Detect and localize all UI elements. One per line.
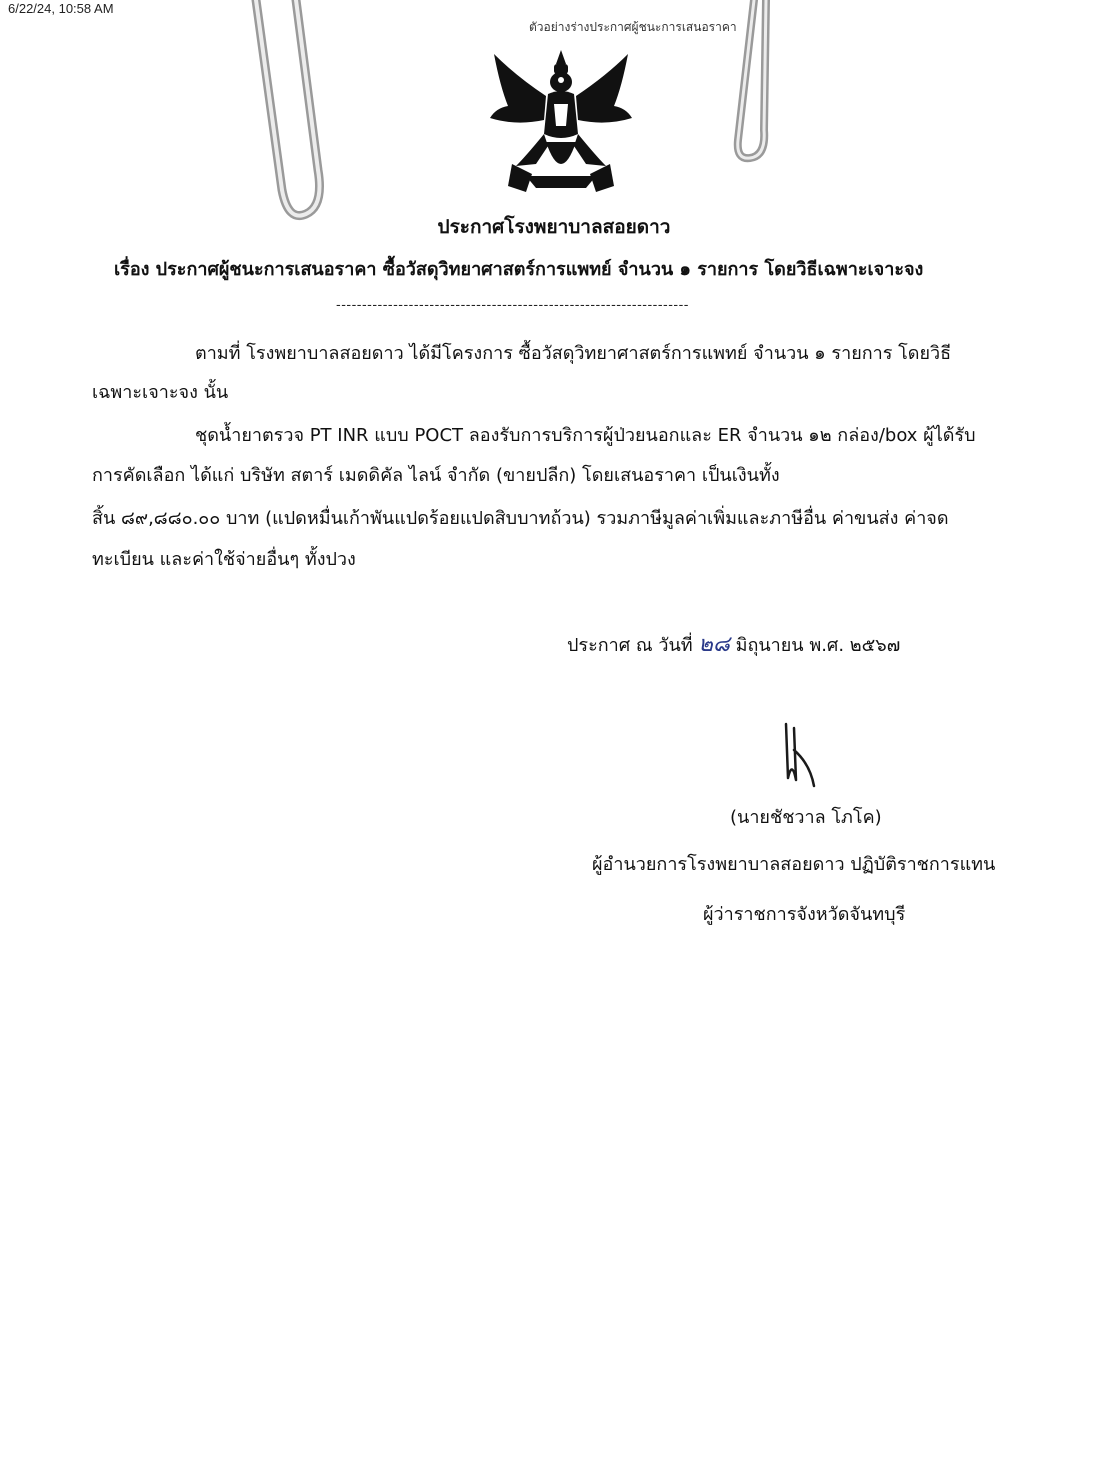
print-timestamp: 6/22/24, 10:58 AM	[8, 1, 114, 16]
header-note: ตัวอย่างร่างประกาศผู้ชนะการเสนอราคา	[529, 20, 737, 34]
paper-clip-right-icon	[722, 0, 782, 170]
body-paragraph-2-line-4: ทะเบียน และค่าใช้จ่ายอื่นๆ ทั้งปวง	[92, 549, 356, 570]
announce-suffix: มิถุนายน พ.ศ. ๒๕๖๗	[735, 635, 901, 656]
document-title: ประกาศโรงพยาบาลสอยดาว	[437, 216, 671, 238]
signer-name: (นายชัชวาล โภโค)	[730, 807, 882, 828]
signer-governor: ผู้ว่าราชการจังหวัดจันทบุรี	[703, 904, 906, 925]
body-paragraph-2-line-2: การคัดเลือก ได้แก่ บริษัท สตาร์ เมดดิคัล ไลน์ จำกัด (ขายปลีก) โดยเสนอราคา เป็นเงินทั้ง	[92, 465, 780, 486]
body-paragraph-1-line-1: ตามที่ โรงพยาบาลสอยดาว ได้มีโครงการ ซื้อวัสดุวิทยาศาสตร์การแพทย์ จำนวน ๑ รายการ โดยวิธี	[195, 343, 952, 364]
announce-prefix: ประกาศ ณ วันที่	[567, 635, 693, 656]
divider-line: --------------------------------------------------------------------	[336, 298, 689, 313]
signer-position: ผู้อำนวยการโรงพยาบาลสอยดาว ปฏิบัติราชการแทน	[592, 854, 996, 875]
body-paragraph-2-line-3: สิ้น ๘๙,๘๘๐.๐๐ บาท (แปดหมื่นเก้าพันแปดร้อยแปดสิบบาทถ้วน) รวมภาษีมูลค่าเพิ่มและภาษีอื่น ค่าขนส่ง ค่าจด	[92, 508, 949, 529]
paper-clip-left-icon	[244, 0, 334, 225]
body-paragraph-2-line-1: ชุดน้ำยาตรวจ PT INR แบบ POCT ลองรับการบริการผู้ป่วยนอกและ ER จำนวน ๑๒ กล่อง/box ผู้ได้รับ	[195, 425, 976, 446]
announce-day-handwritten: ๒๘	[698, 632, 730, 657]
body-paragraph-1-line-2: เฉพาะเจาะจง นั้น	[92, 382, 229, 403]
document-subject: เรื่อง ประกาศผู้ชนะการเสนอราคา ซื้อวัสดุวิทยาศาสตร์การแพทย์ จำนวน ๑ รายการ โดยวิธีเฉพาะเจาะจง	[114, 259, 924, 280]
garuda-emblem-icon	[486, 46, 636, 196]
announcement-date	[567, 626, 900, 661]
signature-icon	[780, 720, 820, 790]
